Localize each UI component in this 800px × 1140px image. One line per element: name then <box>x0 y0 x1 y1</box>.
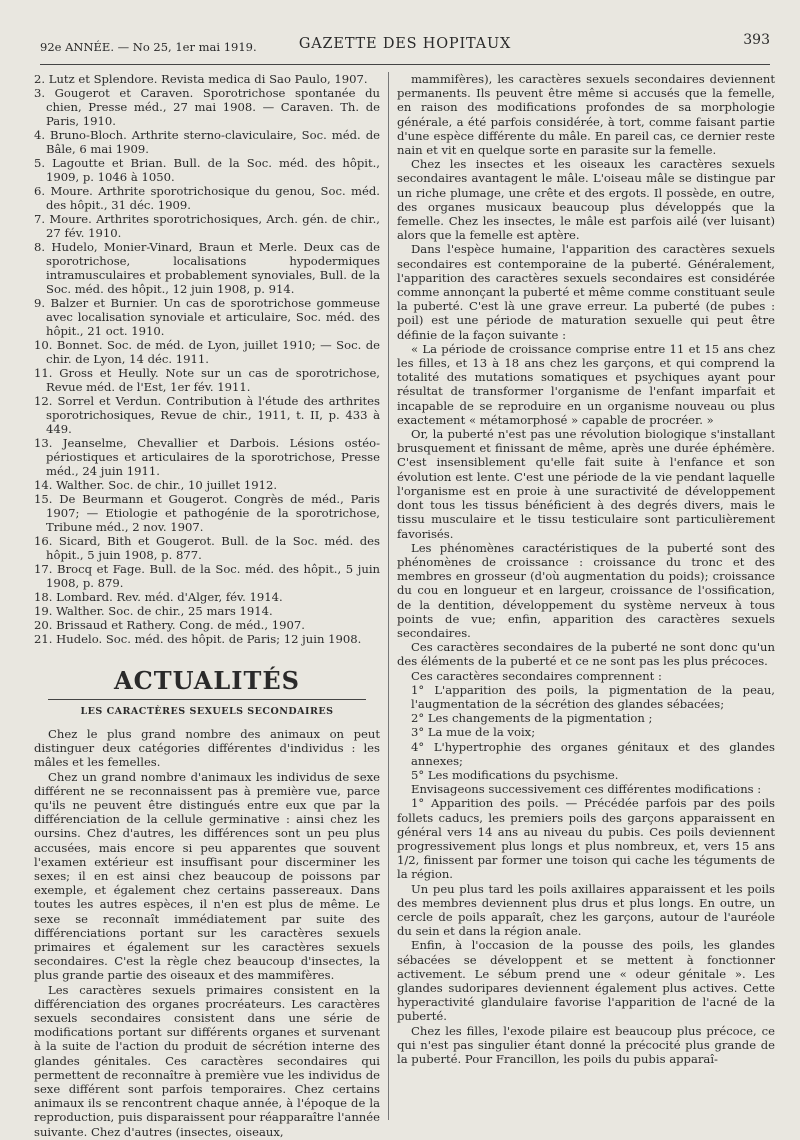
reference-item: 6. Moure. Arthrite sporotrichosique du genou, Soc. méd. des hôpit., 31 déc. 1909. <box>34 184 380 212</box>
reference-item: 14. Walther. Soc. de chir., 10 juillet 1912. <box>34 478 278 492</box>
reference-item: 13. Jeanselme, Chevallier et Darbois. Lésions ostéo-périostiques et articulaires de la sporotrichose, Presse méd., 24 juin 1911. <box>34 436 380 478</box>
running-header <box>40 30 770 64</box>
issue-line: 92e ANNÉE. — No 25, 1er mai 1919. <box>40 40 257 54</box>
paragraph: Dans l'espèce humaine, l'apparition des caractères sexuels secondaires est contemporaine de la puberté. Généralement, l'apparition des caractères sexuels secondaires est considérée comme annonçant la puberté et même comme constituant seule la puberté. C'est là une grave erreur. La puberté (de pubes : poil) est une période de maturation sexuelle qui peut être définie de la façon suivante : <box>397 242 775 342</box>
paragraph: mammifères), les caractères sexuels secondaires deviennent permanents. Ils peuvent être même si accusés que la femelle, en raison des modifications profondes de sa morphologie générale, a été parfois considérée, à tort, comme faisant partie d'une espèce différente du mâle. En pareil cas, ce dernier reste nain et vit en quelque sorte en parasite sur la femelle. <box>397 72 775 158</box>
reference-item: 9. Balzer et Burnier. Un cas de sporotrichose gommeuse avec localisation synoviale et articulaire, Soc. méd. des hôpit., 21 oct. 1910. <box>34 296 380 338</box>
section-rule <box>48 699 366 700</box>
paragraph: Chez le plus grand nombre des animaux on peut distinguer deux catégories différentes d'individus : les mâles et les femelles. <box>34 727 380 770</box>
reference-item: 4. Bruno-Bloch. Arthrite sterno-claviculaire, Soc. méd. de Bâle, 6 mai 1909. <box>34 128 380 156</box>
paragraph: Les phénomènes caractéristiques de la puberté sont des phénomènes de croissance : croissance du tronc et des membres en grosseur (d'où augmentation du poids); croissance du cou en longueur et en largeur, croissance de l'ossification, de la dentition, développement du système nerveux à tous points de vue; enfin, apparition des caractères sexuels secondaires. <box>397 540 775 640</box>
characters-list <box>397 683 775 782</box>
page-number: 393 <box>743 32 770 48</box>
paragraph: 1° Apparition des poils. — Précédée parfois par des poils follets caducs, les premiers poils des garçons apparaissent en général vers 14 ans au niveau du pubis. Ces poils deviennent progressivement plus longs et plus nombreux, et, vers 15 ans 1/2, finissent par former une toison qui cache les téguments de la région. <box>397 796 775 882</box>
paragraph: « La période de croissance comprise entre 11 et 15 ans chez les filles, et 13 à 18 ans chez les garçons, et qui comprend la totalité des mutations somatiques et psychiques ayant pour résultat de transformer l'organisme de l'enfant imparfait et incapable de se reproduire en un organisme nouveau ou plus exactement « métamorphosé » capable de procréer. » <box>397 341 775 427</box>
reference-item: 15. De Beurmann et Gougerot. Congrès de méd., Paris 1907; — Etiologie et pathogénie de la sporotrichose, Tribune méd., 2 nov. 1907. <box>34 492 380 534</box>
reference-item: 10. Bonnet. Soc. de méd. de Lyon, juillet 1910; — Soc. de chir. de Lyon, 14 déc. 1911. <box>34 338 380 366</box>
right-body-b <box>397 782 775 1066</box>
list-item: 5° Les modifications du psychisme. <box>411 767 619 782</box>
reference-item: 3. Gougerot et Caraven. Sporotrichose spontanée du chien, Presse méd., 27 mai 1908. — Caraven. Th. de Paris, 1910. <box>34 86 380 128</box>
reference-item: 7. Moure. Arthrites sporotrichosiques, Arch. gén. de chir., 27 fév. 1910. <box>34 212 380 240</box>
paragraph: Les caractères sexuels primaires consistent en la différenciation des organes procréateurs. Les caractères sexuels secondaires consistent dans une série de modifications portant sur différents organes et survenant à la suite de l'action du produit de sécrétion interne des glandes génitales. Ces caractères secondaires qui permettent de reconnaître à première vue les individus de sexe différent sont parfois temporaires. Chez certains animaux ils se rencontrent chaque année, à l'époque de la reproduction, puis disparaissent pour réapparaître l'année suivante. Chez d'autres (insectes, oiseaux, <box>34 982 380 1139</box>
list-item: 3° La mue de la voix; <box>411 725 536 740</box>
reference-item: 11. Gross et Heully. Note sur un cas de sporotrichose, Revue méd. de l'Est, 1er fév. 1911. <box>34 366 380 394</box>
paragraph: Ces caractères secondaires comprennent : <box>411 668 662 683</box>
reference-item: 17. Brocq et Fage. Bull. de la Soc. méd. des hôpit., 5 juin 1908, p. 879. <box>34 562 380 590</box>
paragraph: Or, la puberté n'est pas une révolution biologique s'installant brusquement et finissant de même, après une durée éphémère. C'est insensiblement qu'elle fait suite à l'enfance et son évolution est lente. C'est une période de la vie pendant laquelle l'organisme est en proie à une suractivité de développement dont tous les tissus bénéficient à des degrés divers, mais le tissu musculaire et le tissu testiculaire sont particulièrement favorisés. <box>397 427 775 541</box>
paragraph: Ces caractères secondaires de la puberté ne sont donc qu'un des éléments de la puberté et ce ne sont pas les plus précoces. <box>397 640 775 669</box>
right-column <box>397 72 775 1130</box>
reference-item: 20. Brissaud et Rathery. Cong. de méd., 1907. <box>34 618 305 632</box>
section-title: ACTUALITÉS <box>114 666 300 695</box>
paragraph: Envisageons successivement ces différentes modifications : <box>411 782 762 797</box>
reference-item: 12. Sorrel et Verdun. Contribution à l'étude des arthrites sporotrichosiques, Revue de chir., 1911, t. II, p. 433 à 449. <box>34 394 380 436</box>
left-body <box>34 727 380 1139</box>
list-item: 4° L'hypertrophie des organes génitaux et des glandes annexes; <box>411 739 775 768</box>
reference-item: 18. Lombard. Rev. méd. d'Alger, fév. 1914. <box>34 590 283 604</box>
header-rule <box>40 64 770 65</box>
list-item: 2° Les changements de la pigmentation ; <box>411 711 653 726</box>
paragraph: Enfin, à l'occasion de la pousse des poils, les glandes sébacées se développent et se mettent à fonctionner activement. Le sébum prend une « odeur génitale ». Les glandes sudoripares deviennent également plus actives. Cette hyperactivité glandulaire favorise l'apparition de l'acné de la puberté. <box>397 938 775 1024</box>
paragraph: Chez les insectes et les oiseaux les caractères sexuels secondaires avantagent le mâle. L'oiseau mâle se distingue par un riche plumage, une crête et des ergots. Il possède, en outre, des organes musicaux beaucoup plus développés que la femelle. Chez les insectes, le mâle est parfois ailé (ver luisant) alors que la femelle est aptère. <box>397 157 775 243</box>
paragraph: Un peu plus tard les poils axillaires apparaissent et les poils des membres deviennent plus drus et plus longs. En outre, un cercle de poils apparaît, chez les garçons, autour de l'auréole du sein et dans la région anale. <box>397 881 775 939</box>
column-divider <box>388 72 389 1120</box>
reference-item: 8. Hudelo, Monier-Vinard, Braun et Merle. Deux cas de sporotrichose, localisations hypodermiques intramusculaires et probablement synoviales, Bull. de la Soc. méd. des hôpit., 12 juin 1908, p. 914. <box>34 240 380 296</box>
reference-item: 16. Sicard, Bith et Gougerot. Bull. de la Soc. méd. des hôpit., 5 juin 1908, p. 877. <box>34 534 380 562</box>
reference-item: 21. Hudelo. Soc. méd. des hôpit. de Paris; 12 juin 1908. <box>34 632 362 646</box>
reference-item: 2. Lutz et Splendore. Revista medica di Sao Paulo, 1907. <box>34 72 368 86</box>
right-body-a <box>397 72 775 683</box>
reference-item: 19. Walther. Soc. de chir., 25 mars 1914. <box>34 604 273 618</box>
paragraph: Chez un grand nombre d'animaux les individus de sexe différent ne se reconnaissent pas à première vue, parce qu'ils ne peuvent être distingués entre eux que par la différenciation de la cellule germinative : ainsi chez les oursins. Chez d'autres, les différences sont un peu plus accusées, mais encore si peu apparentes que souvent l'examen extérieur est insuffisant pour discerminer les sexes; il en est ainsi chez beaucoup de poissons par exemple, et également chez certains passereaux. Dans toutes les autres espèces, il n'en est plus de même. Le sexe se reconnaît immédiatement par suite des différenciations portant sur les caractères sexuels primaires et également sur les caractères sexuels secondaires. C'est la règle chez beaucoup d'insectes, la plus grande partie des oiseaux et des mammifères. <box>34 769 380 983</box>
paragraph: Chez les filles, l'exode pilaire est beaucoup plus précoce, ce qui n'est pas singulier étant donné la précocité plus grande de la puberté. Pour Francillon, les poils du pubis apparaî- <box>397 1023 775 1067</box>
list-item: 1° L'apparition des poils, la pigmentation de la peau, l'augmentation de la sécrétion des glandes sébacées; <box>411 682 775 711</box>
article-title: LES CARACTÈRES SEXUELS SECONDAIRES <box>80 706 334 717</box>
reference-list <box>34 72 380 646</box>
reference-item: 5. Lagoutte et Brian. Bull. de la Soc. méd. des hôpit., 1909, p. 1046 à 1050. <box>34 156 380 184</box>
left-column <box>34 72 380 1139</box>
journal-title: GAZETTE DES HOPITAUX <box>298 36 512 52</box>
